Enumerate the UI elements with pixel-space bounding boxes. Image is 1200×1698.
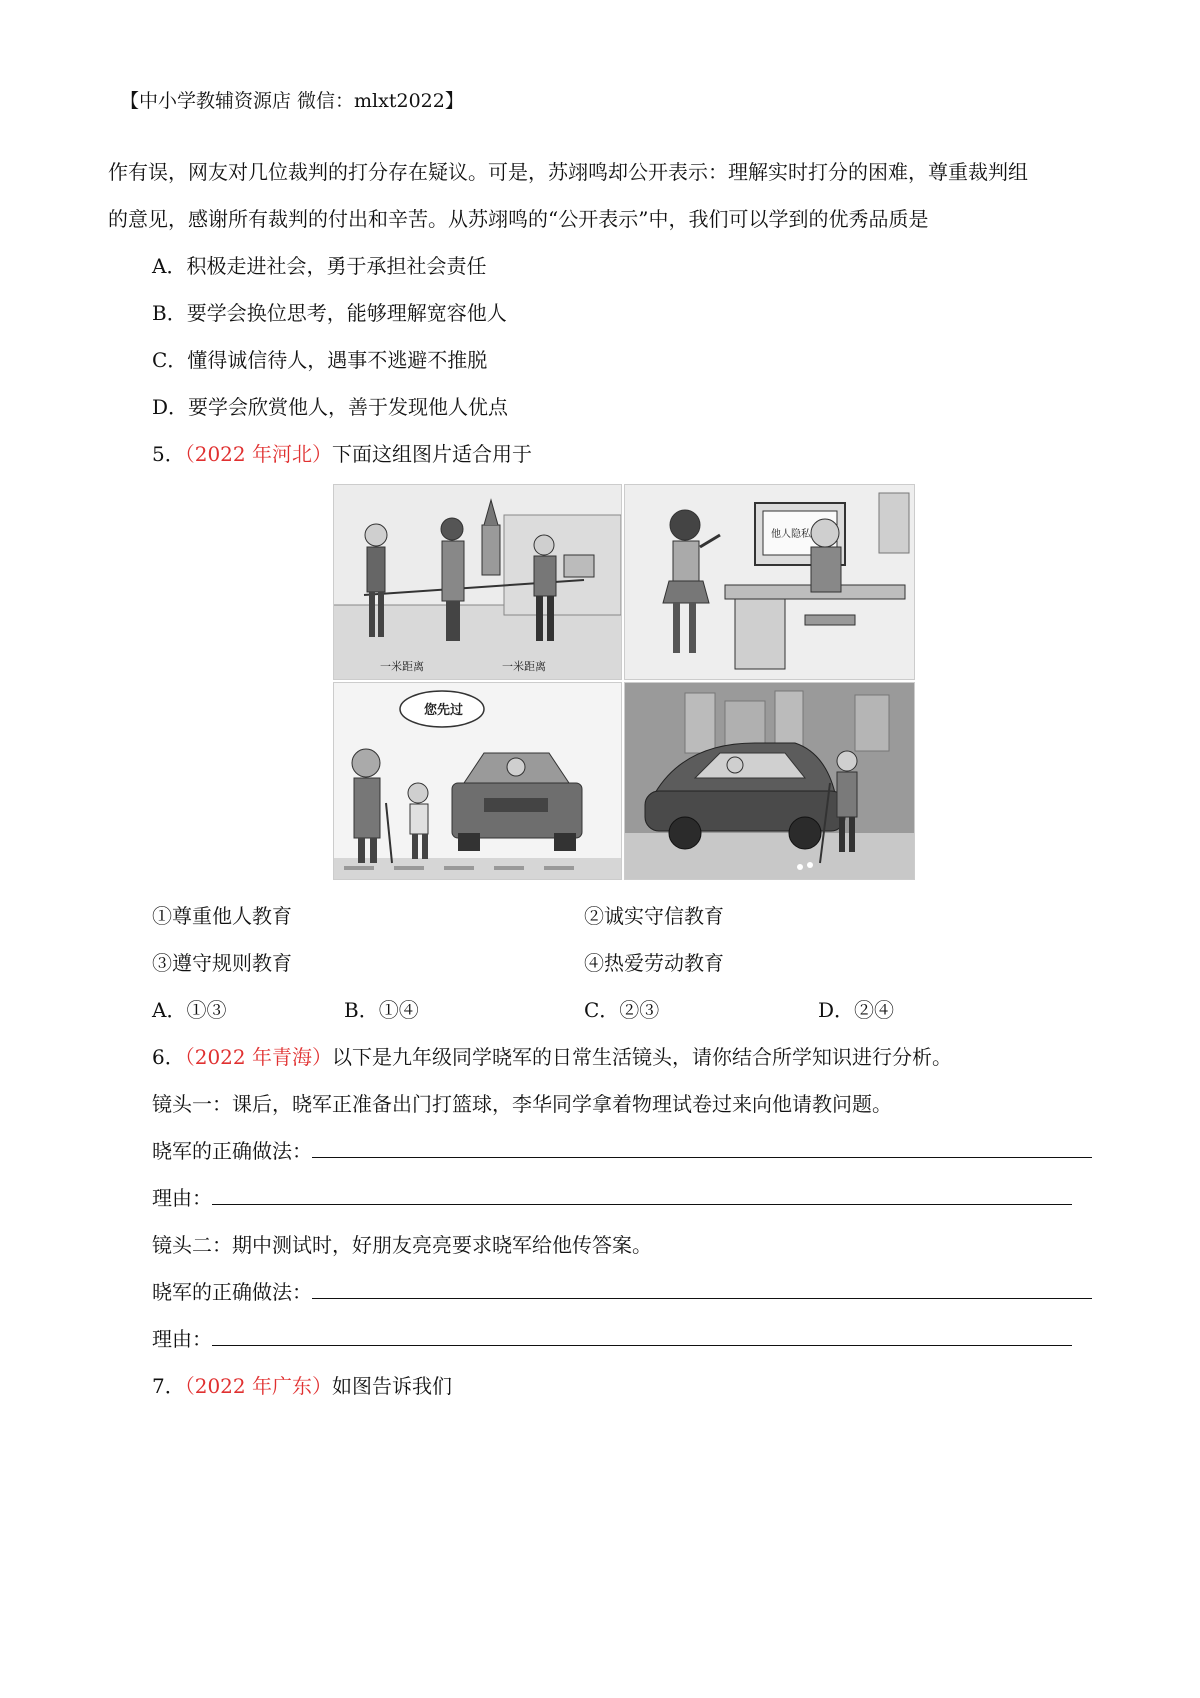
q6-answer-2 bbox=[152, 1276, 1092, 1305]
q6-number: 6． bbox=[152, 1045, 185, 1069]
q7-number: 7． bbox=[152, 1374, 185, 1398]
q5-choice-a: A．①③ bbox=[152, 998, 227, 1022]
panel-give-way bbox=[333, 682, 622, 880]
q6-reason-1 bbox=[152, 1182, 1072, 1211]
q7-stem: 如图告诉我们 bbox=[332, 1374, 452, 1398]
q5-choice-c: C．②③ bbox=[584, 998, 660, 1022]
distance-label-right: 一米距离 bbox=[502, 660, 546, 673]
give-way-illustration bbox=[334, 683, 621, 879]
reason-label: 理由： bbox=[152, 1186, 212, 1210]
reason-label: 理由： bbox=[152, 1327, 212, 1351]
q5-choice-d: D．②④ bbox=[818, 998, 895, 1022]
question-4-stem-line2: 的意见，感谢所有裁判的付出和辛苦。从苏翊鸣的“公开表示”中，我们可以学到的优秀品质是 bbox=[108, 207, 929, 231]
speech-bubble: 您先过 bbox=[424, 703, 464, 718]
privacy-sign: 他人隐私 bbox=[771, 529, 811, 540]
q4-option-c: C．懂得诚信待人，遇事不逃避不推脱 bbox=[152, 348, 488, 372]
panel-littering bbox=[624, 682, 915, 880]
queue-illustration bbox=[334, 485, 621, 679]
q7-source: （2022 年广东） bbox=[184, 1374, 332, 1398]
answer-blank[interactable] bbox=[312, 1279, 1092, 1299]
answer-label: 晓军的正确做法： bbox=[152, 1280, 312, 1304]
q6-reason-2 bbox=[152, 1323, 1072, 1352]
answer-label: 晓军的正确做法： bbox=[152, 1139, 312, 1163]
q5-figure bbox=[333, 484, 913, 878]
q5-choice-b: B．①④ bbox=[344, 998, 419, 1022]
panel-privacy bbox=[624, 484, 915, 680]
reason-blank[interactable] bbox=[212, 1185, 1072, 1205]
privacy-illustration bbox=[625, 485, 914, 679]
q5-item-2: ②诚实守信教育 bbox=[584, 904, 724, 928]
answer-blank[interactable] bbox=[312, 1138, 1092, 1158]
q5-stem: 下面这组图片适合用于 bbox=[332, 442, 532, 466]
page-header: 【中小学教辅资源店 微信：mlxt2022】 bbox=[120, 90, 464, 112]
q5-source: （2022 年河北） bbox=[184, 442, 332, 466]
panel-queue-distance bbox=[333, 484, 622, 680]
q5-item-4: ④热爱劳动教育 bbox=[584, 951, 724, 975]
q6-source: （2022 年青海） bbox=[184, 1045, 332, 1069]
question-7-title bbox=[152, 1370, 452, 1399]
q6-scene-1: 镜头一：课后，晓军正准备出门打篮球，李华同学拿着物理试卷过来向他请教问题。 bbox=[152, 1092, 892, 1116]
q5-item-3: ③遵守规则教育 bbox=[152, 951, 292, 975]
distance-label-left: 一米距离 bbox=[380, 660, 424, 673]
q6-scene-2: 镜头二：期中测试时，好朋友亮亮要求晓军给他传答案。 bbox=[152, 1233, 652, 1257]
q6-stem: 以下是九年级同学晓军的日常生活镜头，请你结合所学知识进行分析。 bbox=[332, 1045, 952, 1069]
question-6-title bbox=[152, 1041, 952, 1070]
q5-number: 5． bbox=[152, 442, 185, 466]
question-5-title bbox=[152, 438, 532, 467]
reason-blank[interactable] bbox=[212, 1326, 1072, 1346]
q5-item-1: ①尊重他人教育 bbox=[152, 904, 292, 928]
littering-illustration bbox=[625, 683, 914, 879]
q6-answer-1 bbox=[152, 1135, 1092, 1164]
q4-option-b: B．要学会换位思考，能够理解宽容他人 bbox=[152, 301, 507, 325]
q4-option-d: D．要学会欣赏他人，善于发现他人优点 bbox=[152, 395, 509, 419]
question-4-stem-line1: 作有误，网友对几位裁判的打分存在疑议。可是，苏翊鸣却公开表示：理解实时打分的困难，尊重裁判组 bbox=[108, 160, 1028, 184]
q4-option-a: A．积极走进社会，勇于承担社会责任 bbox=[152, 254, 487, 278]
